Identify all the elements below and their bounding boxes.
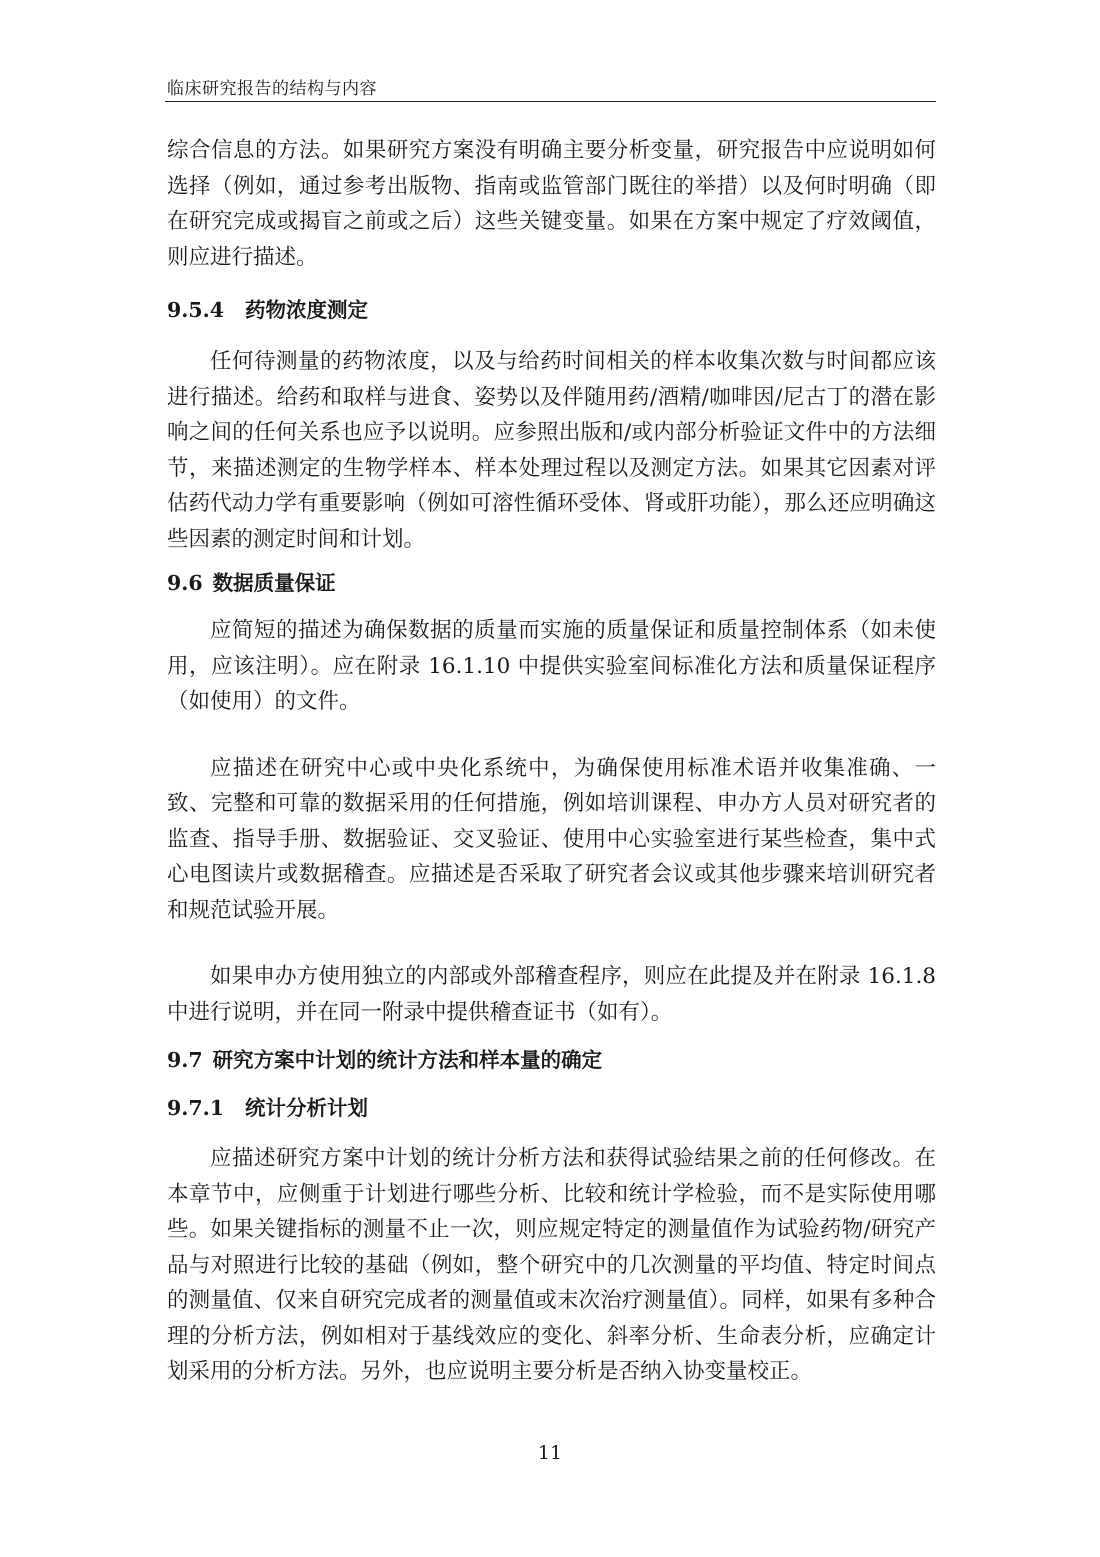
- section-title: 数据质量保证: [212, 571, 336, 595]
- section-number: 9.5.4: [167, 298, 225, 322]
- paragraph-quality-assurance: 应简短的描述为确保数据的质量而实施的质量保证和质量控制体系（如未使用，应该注明）。应在附录 16.1.10 中提供实验室间标准化方法和质量保证程序（如使用）的文件。: [167, 618, 936, 714]
- paragraph-drug-concentration: 任何待测量的药物浓度，以及与给药时间相关的样本收集次数与时间都应该进行描述。给药和取样与进食、姿势以及伴随用药/酒精/咖啡因/尼古丁的潜在影响之间的任何关系也应予以说明。应参照出版和/或内部分析验证文件中的方法细节，来描述测定的生物学样本、样本处理过程以及测定方法。如果其它因素对评估药代动力学有重要影响（例如可溶性循环受体、肾或肝功能），那么还应明确这些因素的测定时间和计划。: [167, 349, 936, 552]
- section-heading-9-6: [167, 569, 936, 597]
- section-heading-9-5-4: [167, 296, 936, 324]
- page-body: [167, 133, 936, 1390]
- section-title: 研究方案中计划的统计方法和样本量的确定: [212, 1048, 603, 1072]
- running-header: 临床研究报告的结构与内容: [167, 79, 377, 99]
- paragraph-audit: 如果申办方使用独立的内部或外部稽查程序，则应在此提及并在附录 16.1.8 中进行说明，并在同一附录中提供稽查证书（如有）。: [167, 964, 936, 1025]
- section-number: 9.7.1: [167, 1096, 225, 1120]
- section-number: 9.6: [167, 571, 203, 595]
- header-divider: [165, 101, 936, 102]
- paragraph-data-measures: 应描述在研究中心或中央化系统中，为确保使用标准术语并收集准确、一致、完整和可靠的数据采用的任何措施，例如培训课程、申办方人员对研究者的监查、指导手册、数据验证、交叉验证、使用中心实验室进行某些检查，集中式心电图读片或数据稽查。应描述是否采取了研究者会议或其他步骤来培训研究者和规范试验开展。: [167, 755, 936, 923]
- paragraph-statistical-plan: 应描述研究方案中计划的统计分析方法和获得试验结果之前的任何修改。在本章节中，应侧重于计划进行哪些分析、比较和统计学检验，而不是实际使用哪些。如果关键指标的测量不止一次，则应规定特定的测量值作为试验药物/研究产品与对照进行比较的基础（例如，整个研究中的几次测量的平均值、特定时间点的测量值、仅来自研究完成者的测量值或末次治疗测量值）。同样，如果有多种合理的分析方法，例如相对于基线效应的变化、斜率分析、生命表分析，应确定计划采用的分析方法。另外，也应说明主要分析是否纳入协变量校正。: [167, 1146, 936, 1384]
- section-heading-9-7: [167, 1046, 936, 1074]
- paragraph-continued: 综合信息的方法。如果研究方案没有明确主要分析变量，研究报告中应说明如何选择（例如，通过参考出版物、指南或监管部门既往的举措）以及何时明确（即在研究完成或揭盲之前或之后）这些关键变量。如果在方案中规定了疗效阈值，则应进行描述。: [167, 138, 936, 270]
- section-number: 9.7: [167, 1048, 203, 1072]
- section-heading-9-7-1: [167, 1094, 936, 1122]
- section-title: 药物浓度测定: [245, 298, 368, 322]
- section-title: 统计分析计划: [245, 1096, 368, 1120]
- page-number: 11: [537, 1442, 563, 1464]
